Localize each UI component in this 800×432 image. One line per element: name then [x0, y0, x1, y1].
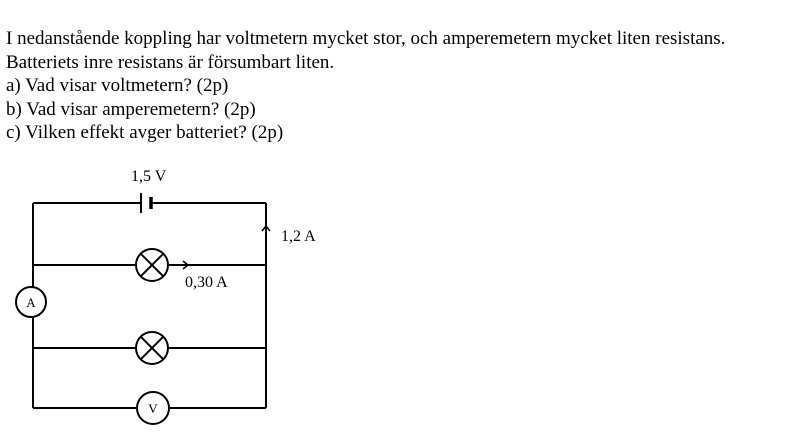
voltmeter-symbol: V: [148, 401, 158, 416]
ammeter-symbol: A: [26, 295, 36, 310]
lamp-2-icon: [136, 332, 168, 364]
lamp-current-label: 0,30 A: [185, 274, 228, 291]
right-branch-current-label: 1,2 A: [281, 228, 316, 245]
battery-symbol: [141, 193, 151, 213]
intro-line-1: I nedanstående koppling har voltmetern mycket stor, och amperemetern mycket liten resistans.: [6, 28, 726, 49]
question-part-a: a) Vad visar voltmetern? (2p): [6, 75, 229, 96]
lamp-1-icon: [136, 249, 168, 281]
circuit-wires: [33, 203, 266, 408]
battery-voltage-label: 1,5 V: [131, 168, 167, 185]
question-part-c: c) Vilken effekt avger batteriet? (2p): [6, 122, 284, 143]
question-part-b: b) Vad visar amperemetern? (2p): [6, 98, 256, 120]
intro-line-2: Batteriets inre resistans är försumbart liten.: [6, 51, 335, 73]
